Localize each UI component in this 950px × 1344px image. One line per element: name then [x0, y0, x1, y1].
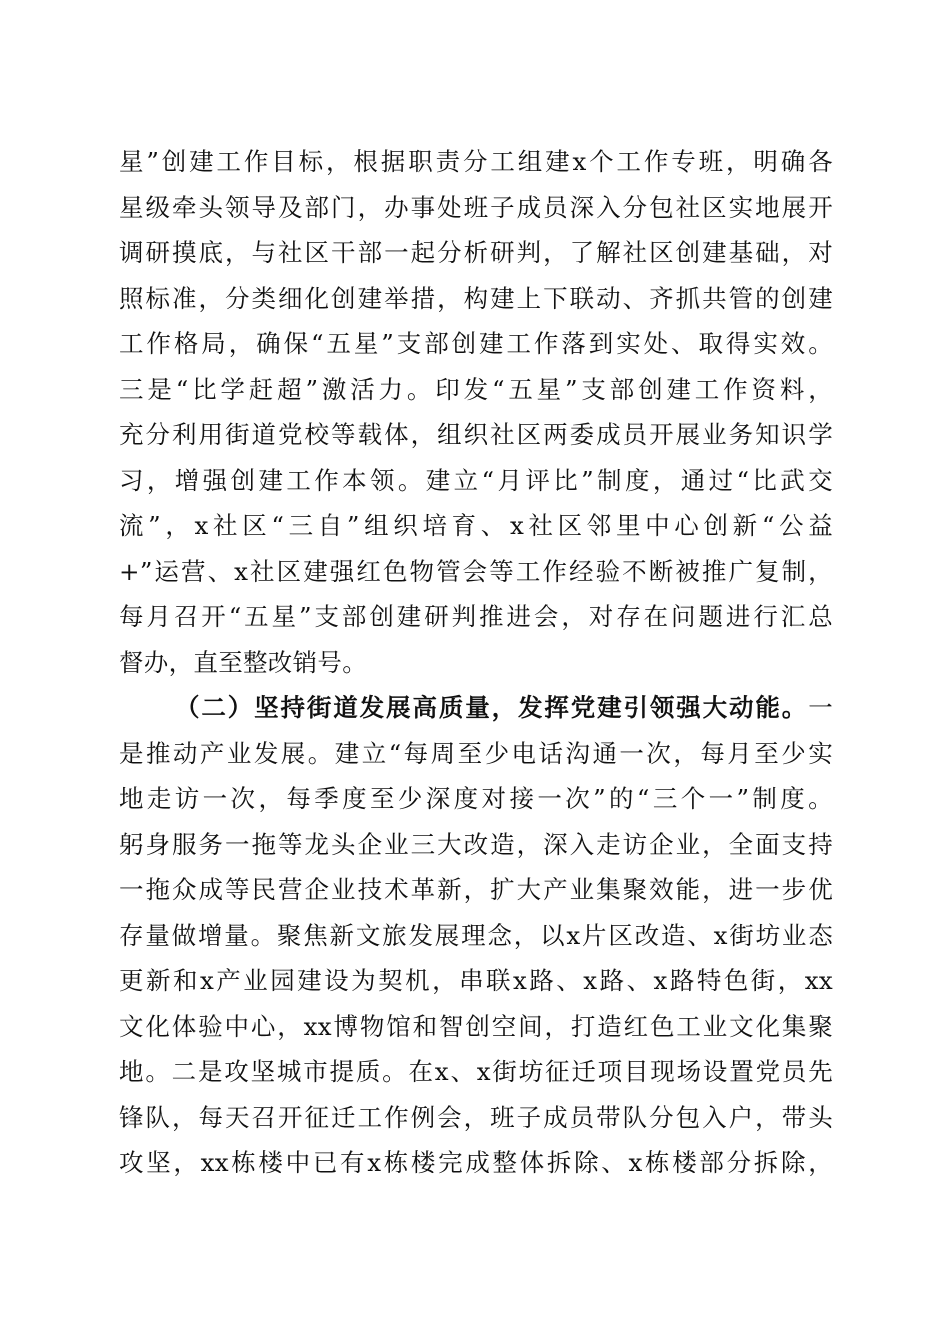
text-line: 攻坚，xx栋楼中已有x栋楼完成整体拆除、x栋楼部分拆除， — [119, 1148, 833, 1177]
heading-tail: 一 — [808, 693, 833, 722]
text-line: 充分利用街道党校等载体，组织社区两委成员开展业务知识学 — [119, 420, 833, 449]
text-line: 躬身服务一拖等龙头企业三大改造，深入走访企业，全面支持 — [119, 829, 833, 859]
text-line: 一拖众成等民营企业技术革新，扩大产业集聚效能，进一步优 — [119, 875, 833, 904]
text-line: 锋队，每天召开征迁工作例会，班子成员带队分包入户，带头 — [119, 1102, 833, 1132]
text-line: 文化体验中心，xx博物馆和智创空间，打造红色工业文化集聚 — [119, 1011, 833, 1041]
text-line: 星”创建工作目标，根据职责分工组建x个工作专班，明确各 — [119, 147, 833, 176]
text-line: 是推动产业发展。建立“每周至少电话沟通一次，每月至少实 — [119, 738, 833, 768]
text-line: 工作格局，确保“五星”支部创建工作落到实处、取得实效。 — [119, 329, 833, 358]
text-line: 更新和x产业园建设为契机，串联x路、x路、x路特色街，xx — [119, 966, 833, 995]
text-line: 星级牵头领导及部门，办事处班子成员深入分包社区实地展开 — [119, 192, 833, 222]
text-line: 习，增强创建工作本领。建立“月评比”制度，通过“比武交 — [119, 465, 833, 495]
text-line: 每月召开“五星”支部创建研判推进会，对存在问题进行汇总 — [119, 602, 833, 631]
text-line: +”运营、x社区建强红色物管会等工作经验不断被推广复制， — [119, 556, 833, 586]
text-line: 照标准，分类细化创建举措，构建上下联动、齐抓共管的创建 — [119, 283, 833, 313]
section-heading-line — [175, 688, 833, 728]
text-line: 地走访一次，每季度至少深度对接一次”的“三个一”制度。 — [119, 784, 833, 813]
text-line: 存量做增量。聚焦新文旅发展理念，以x片区改造、x街坊业态 — [119, 920, 833, 950]
text-line: 地。二是攻坚城市提质。在x、x街坊征迁项目现场设置党员先 — [119, 1057, 833, 1086]
text-line: 三是“比学赶超”激活力。印发“五星”支部创建工作资料， — [119, 374, 833, 404]
text-line: 调研摸底，与社区干部一起分析研判，了解社区创建基础，对 — [119, 238, 833, 267]
text-line: 督办，直至整改销号。 — [119, 647, 367, 677]
section-heading: （二）坚持街道发展高质量，发挥党建引领强大动能。 — [175, 693, 809, 722]
text-line: 流”，x社区“三自”组织培育、x社区邻里中心创新“公益 — [119, 511, 833, 540]
